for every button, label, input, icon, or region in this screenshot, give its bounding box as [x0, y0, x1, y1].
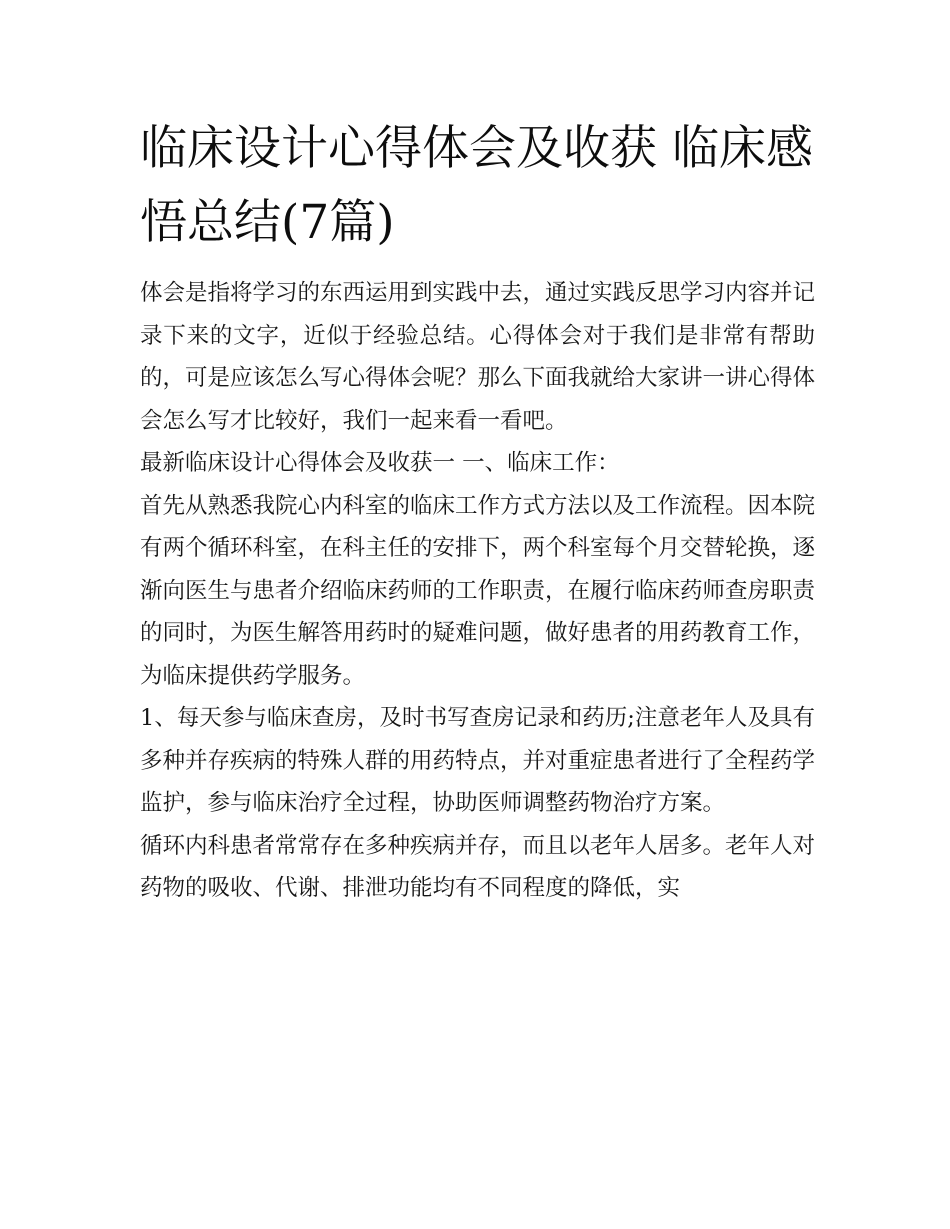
section-heading-paragraph: 最新临床设计心得体会及收获一 一、临床工作： — [140, 450, 620, 476]
document-title: 临床设计心得体会及收获 临床感悟总结(7篇) — [140, 121, 813, 250]
intro-paragraph: 体会是指将学习的东西运用到实践中去，通过实践反思学习内容并记录下来的文字，近似于经验总结。心得体会对于我们是非常有帮助的，可是应该怎么写心得体会呢？那么下面我就给大家讲一讲心得体会怎么写才比较好，我们一起来看一看吧。 — [140, 280, 816, 434]
numbered-item-paragraph: 1、每天参与临床查房，及时书写查房记录和药历;注意老年人及具有多种并存疾病的特殊人群的用药特点，并对重症患者进行了全程药学监护，参与临床治疗全过程，协助医师调整药物治疗方案。 — [140, 705, 816, 816]
elderly-patients-paragraph: 循环内科患者常常存在多种疾病并存，而且以老年人居多。老年人对药物的吸收、代谢、排泄功能均有不同程度的降低，实 — [140, 832, 816, 901]
title-block — [140, 112, 815, 260]
document-body — [140, 112, 815, 910]
clinical-work-paragraph: 首先从熟悉我院心内科室的临床工作方式方法以及工作流程。因本院有两个循环科室，在科主任的安排下，两个科室每个月交替轮换，逐渐向医生与患者介绍临床药师的工作职责，在履行临床药师查房职责的同时，为医生解答用药时的疑难问题，做好患者的用药教育工作，为临床提供药学服务。 — [140, 492, 816, 689]
